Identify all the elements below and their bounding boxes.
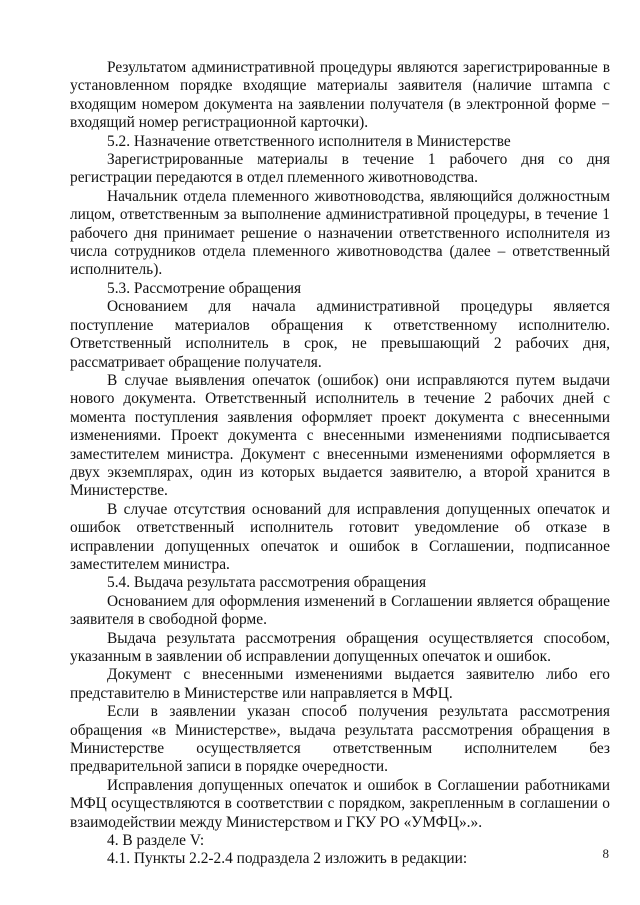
paragraph-result-delivery: Выдача результата рассмотрения обращения осуществляется способом, указанным в заявлении об исправлении допущенных опечаток и ошибок. (70, 629, 610, 665)
paragraph-materials-transfer: Зарегистрированные материалы в течение 1 рабочего дня со дня регистрации передаются в отдел племенного животноводства. (70, 151, 610, 187)
page-number: 8 (602, 846, 609, 861)
paragraph-department-head: Начальник отдела племенного животноводства, являющийся должностным лицом, ответственным за выполнение административной процедуры, в течение 1 рабочего дня принимает решение о назначении ответственного исполнителя из числа сотрудников отдела племенного животноводства (далее – ответственный исполнитель). (70, 187, 610, 279)
paragraph-changes-basis: Основанием для оформления изменений в Соглашении является обращение заявителя в свободной форме. (70, 592, 610, 629)
section-heading-5-3: 5.3. Рассмотрение обращения (107, 279, 302, 297)
section-heading-5-2: 5.2. Назначение ответственного исполнителя в Министерстве (107, 132, 511, 150)
document-body (70, 59, 610, 869)
amendment-item-4-1: 4.1. Пункты 2.2-2.4 подраздела 2 изложить в редакции: (107, 850, 468, 868)
paragraph-ministry-delivery: Если в заявлении указан способ получения результата рассмотрения обращения «в Министерстве», выдача результата рассмотрения обращения в Министерстве осуществляется ответственным исполнителем без предварительной записи в порядке очередности. (70, 703, 610, 776)
paragraph-refusal-notice: В случае отсутствия оснований для исправления допущенных опечаток и ошибок ответственный исполнитель готовит уведомление об отказе в исправлении допущенных опечаток и ошибок в Соглашении, подписанное заместителем министра. (70, 500, 610, 573)
paragraph-result-registered: Результатом административной процедуры являются зарегистрированные в установленном порядке входящие материалы заявителя (наличие штампа с входящим номером документа на заявлении получателя (в электронной форме − входящий номер регистрационной карточки). (70, 59, 610, 132)
section-heading-5-4: 5.4. Выдача результата рассмотрения обращения (107, 574, 427, 592)
paragraph-document-issued: Документ с внесенными изменениями выдается заявителю либо его представителю в Министерстве или направляется в МФЦ. (70, 666, 610, 702)
amendment-item-4: 4. В разделе V: (107, 832, 205, 850)
paragraph-procedure-basis: Основанием для начала административной процедуры является поступление материалов обращения к ответственному исполнителю. Ответственный исполнитель в срок, не превышающий 2 рабочих дня, рассматривает обращение получателя. (70, 298, 610, 371)
paragraph-mfc-corrections: Исправления допущенных опечаток и ошибок в Соглашении работниками МФЦ осуществляются в соответствии с порядком, закрепленным в соглашении о взаимодействии между Министерством и ГКУ РО «УМФЦ».». (70, 776, 610, 831)
paragraph-typo-correction: В случае выявления опечаток (ошибок) они исправляются путем выдачи нового документа. Ответственный исполнитель в течение 2 рабочих дней с момента поступления заявления оформляет проект документа с внесенными изменениями. Проект документа с внесенными изменениями подписывается заместителем министра. Документ с внесенными изменениями оформляется в двух экземплярах, один из которых выдается заявителю, а второй хранится в Министерстве. (70, 371, 610, 500)
